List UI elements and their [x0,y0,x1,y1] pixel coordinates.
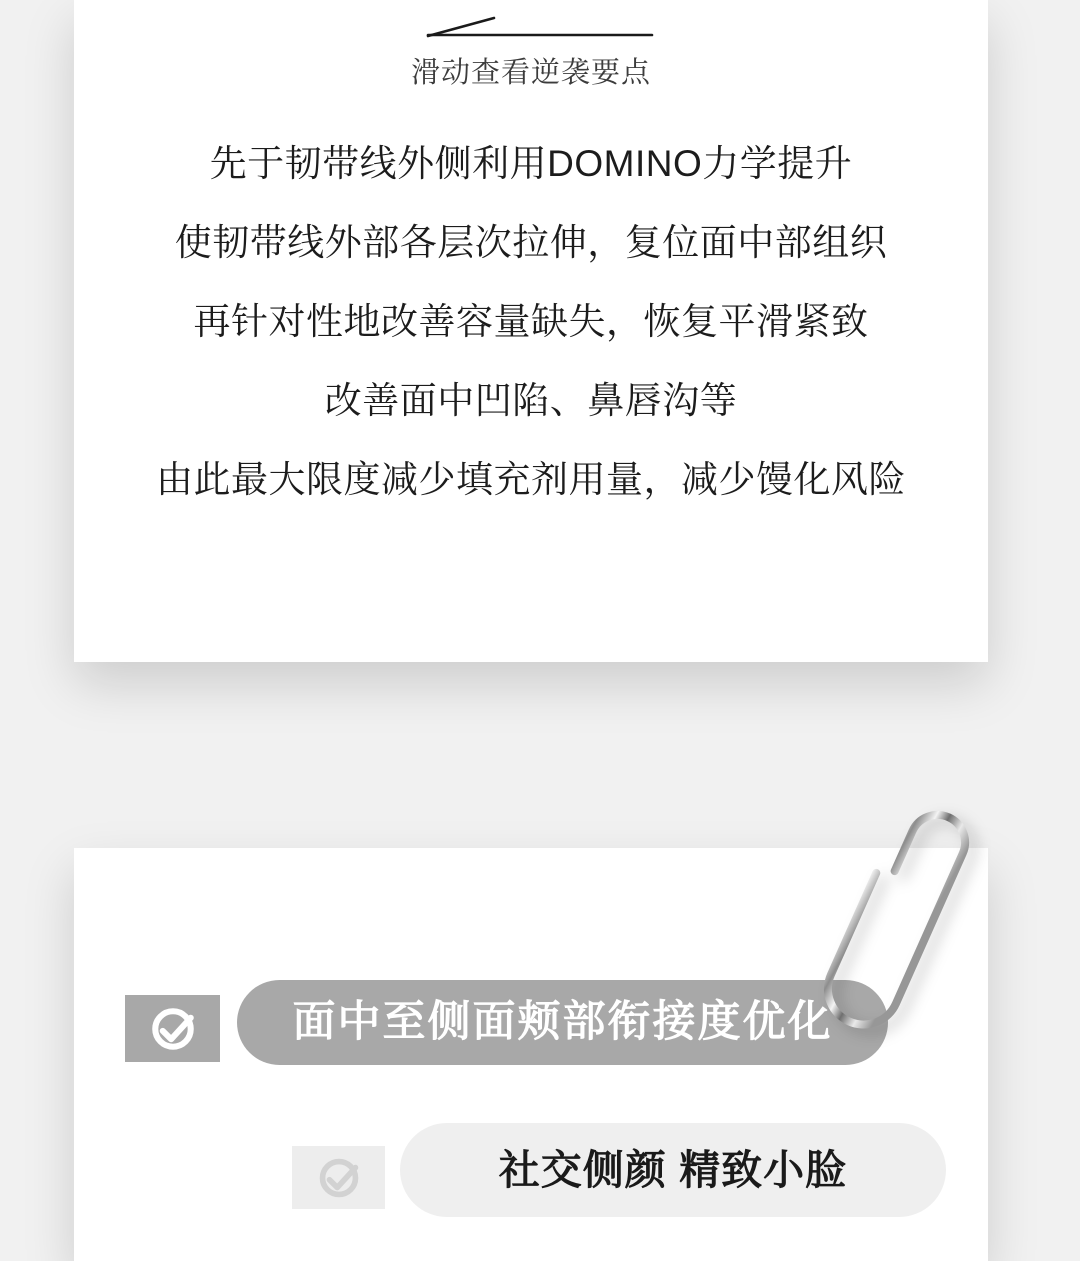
key-points-card [74,0,988,662]
benefit-pill-strong: 面中至侧面颊部衔接度优化 [237,980,888,1065]
check-circle-icon [313,1152,365,1204]
key-point-line: 再针对性地改善容量缺失，恢复平滑紧致 [193,301,869,342]
swipe-hint-text: 滑动查看逆袭要点 [410,57,651,89]
benefit-pill-light: 社交侧颜 精致小脸 [400,1123,946,1217]
check-badge-light [292,1146,385,1209]
key-point-line: 由此最大限度减少填充剂用量，减少馒化风险 [156,459,906,500]
check-circle-icon [145,1001,201,1057]
check-badge-strong [125,995,220,1062]
key-point-line: 先于韧带线外侧利用DOMINO力学提升 [209,143,853,184]
swipe-arrow-icon [422,12,662,46]
key-point-line: 使韧带线外部各层次拉伸，复位面中部组织 [174,222,888,263]
key-point-line: 改善面中凹陷、鼻唇沟等 [324,380,738,421]
key-points-list [74,124,988,519]
paperclip-icon [812,762,984,1095]
